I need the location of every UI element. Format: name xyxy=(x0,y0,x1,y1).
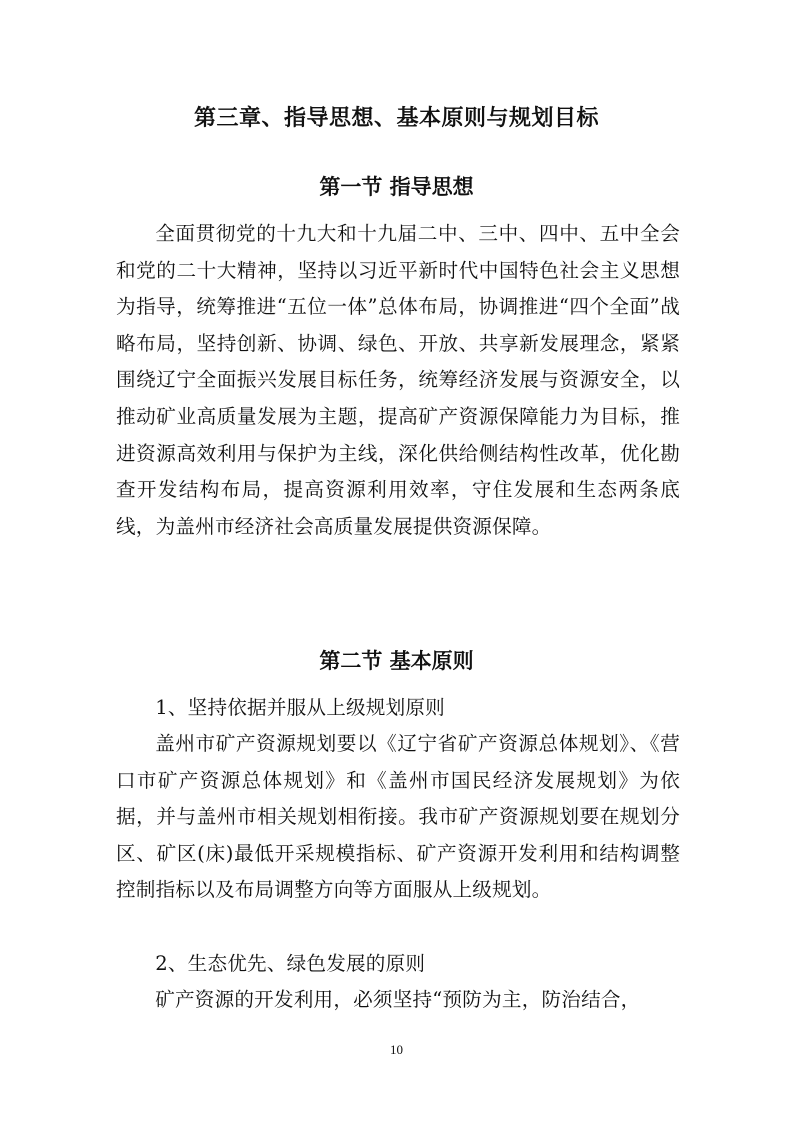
principle-2-paragraph: 矿产资源的开发利用，必须坚持“预防为主，防治结合， xyxy=(155,988,641,1011)
page-number: 10 xyxy=(390,1042,403,1057)
section-title-guiding-ideology: 第一节 指导思想 xyxy=(319,175,474,199)
principle-2-heading: 2、生态优先、绿色发展的原则 xyxy=(155,952,426,975)
guiding-ideology-paragraph: 全面贯彻党的十九大和十九届二中、三中、四中、五中全会和党的二十大精神，坚持以习近平新时代中国特色社会主义思想为指导，统筹推进“五位一体”总体布局，协调推进“四个全面”战略布局，坚持创新、协调、绿色、开放、共享新发展理念，紧紧围绕辽宁全面振兴发展目标任务，统筹经济发展与资源安全，以推动矿业高质量发展为主题，提高矿产资源保障能力为目标，推进资源高效利用与保护为主线，深化供给侧结构性改革，优化勘查开发结构布局，提高资源利用效率，守住发展和生态两条底线，为盖州市经济社会高质量发展提供资源保障。 xyxy=(116,222,680,538)
chapter-title: 第三章、指导思想、基本原则与规划目标 xyxy=(193,106,599,131)
principle-1-heading: 1、坚持依据并服从上级规划原则 xyxy=(155,696,445,719)
section-title-basic-principles: 第二节 基本原则 xyxy=(319,649,474,673)
principle-1-paragraph: 盖州市矿产资源规划要以《辽宁省矿产资源总体规划》、《营口市矿产资源总体规划》和《盖州市国民经济发展规划》为依据，并与盖州市相关规划相衔接。我市矿产资源规划要在规划分区、矿区(床)最低开采规模指标、矿产资源开发利用和结构调整控制指标以及布局调整方向等方面服从上级规划。 xyxy=(116,732,680,902)
